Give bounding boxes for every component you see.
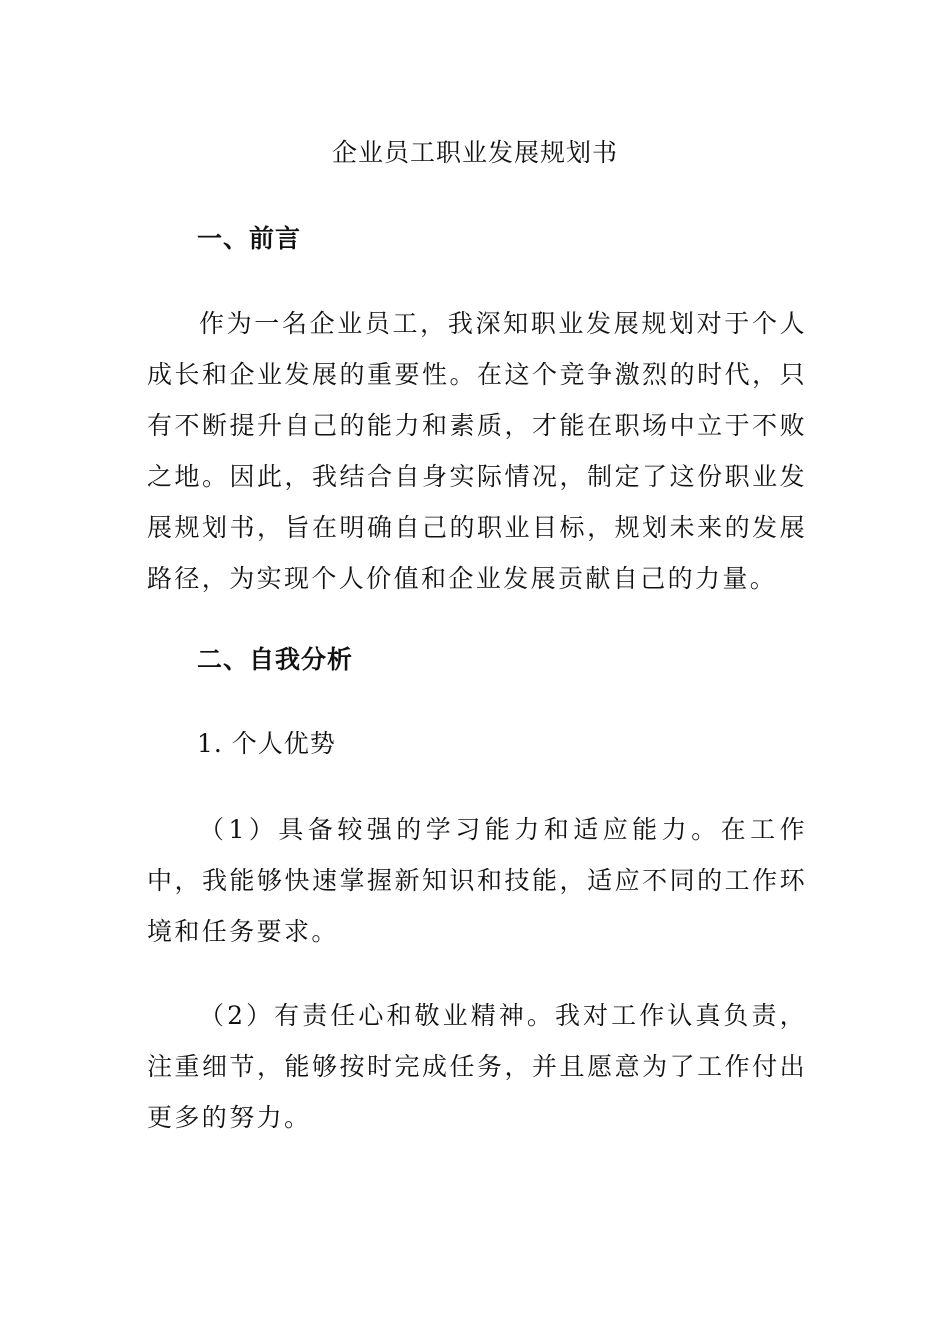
strength-item-2: （2）有责任心和敬业精神。我对工作认真负责，注重细节，能够按时完成任务，并且愿意为了工作付出更多的努力。 <box>147 1001 807 1132</box>
subheading-personal-strengths: 1. 个人优势 <box>197 729 336 758</box>
section-heading-self-analysis: 二、自我分析 <box>197 645 354 674</box>
preface-paragraph: 作为一名企业员工，我深知职业发展规划对于个人成长和企业发展的重要性。在这个竞争激烈的时代，只有不断提升自己的能力和素质，才能在职场中立于不败之地。因此，我结合自身实际情况，制定了这份职业发展规划书，旨在明确自己的职业目标，规划未来的发展路径，为实现个人价值和企业发展贡献自己的力量。 <box>147 309 807 593</box>
section-heading-preface: 一、前言 <box>197 224 302 253</box>
strength-item-1: （1）具备较强的学习能力和适应能力。在工作中，我能够快速掌握新知识和技能，适应不同的工作环境和任务要求。 <box>147 815 807 946</box>
document-title: 企业员工职业发展规划书 <box>331 138 618 167</box>
